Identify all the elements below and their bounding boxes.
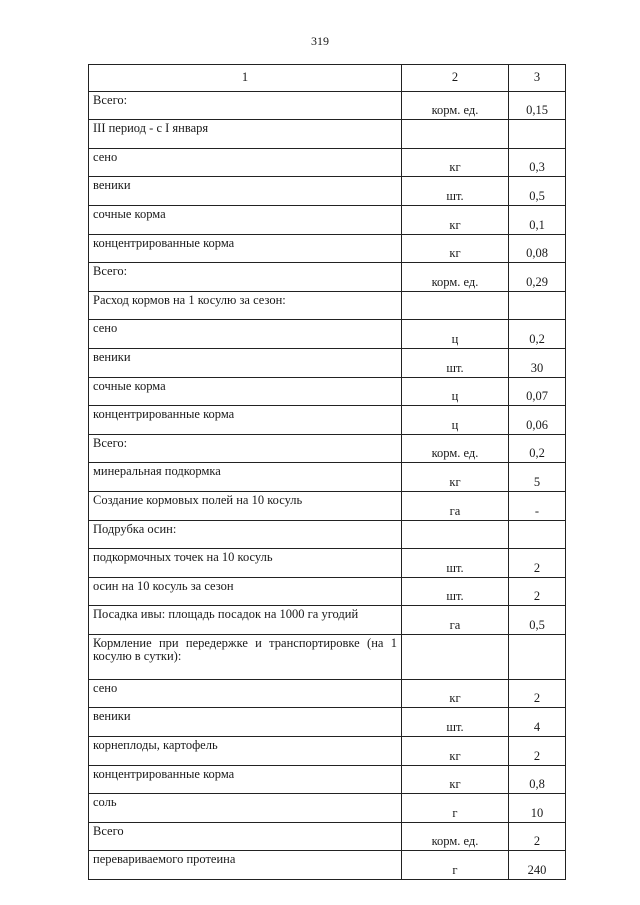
row-name: Посадка ивы: площадь посадок на 1000 га угодий bbox=[89, 606, 402, 635]
row-unit: кг bbox=[402, 148, 509, 177]
row-unit: шт. bbox=[402, 708, 509, 737]
row-name: Расход кормов на 1 косулю за сезон: bbox=[89, 291, 402, 320]
row-value: 0,5 bbox=[509, 606, 566, 635]
row-name: концентрированные корма bbox=[89, 234, 402, 263]
row-value: 0,07 bbox=[509, 377, 566, 406]
row-unit: корм. ед. bbox=[402, 822, 509, 851]
row-unit: кг bbox=[402, 205, 509, 234]
row-unit: ц bbox=[402, 377, 509, 406]
row-value: 10 bbox=[509, 794, 566, 823]
table-row bbox=[89, 794, 566, 823]
table-row bbox=[89, 765, 566, 794]
row-unit: шт. bbox=[402, 577, 509, 606]
row-unit: кг bbox=[402, 765, 509, 794]
table-row bbox=[89, 263, 566, 292]
table-row bbox=[89, 91, 566, 120]
row-unit bbox=[402, 634, 509, 679]
row-value bbox=[509, 634, 566, 679]
row-name: сено bbox=[89, 679, 402, 708]
row-name: концентрированные корма bbox=[89, 406, 402, 435]
row-value: 2 bbox=[509, 822, 566, 851]
table-row bbox=[89, 634, 566, 679]
table-row bbox=[89, 737, 566, 766]
feed-table bbox=[88, 64, 566, 880]
row-unit: г bbox=[402, 794, 509, 823]
row-value: 4 bbox=[509, 708, 566, 737]
row-unit: кг bbox=[402, 679, 509, 708]
row-value: 0,15 bbox=[509, 91, 566, 120]
row-unit: ц bbox=[402, 406, 509, 435]
row-name: веники bbox=[89, 708, 402, 737]
row-name: перевариваемого протеина bbox=[89, 851, 402, 880]
row-unit bbox=[402, 120, 509, 149]
table-row bbox=[89, 549, 566, 578]
row-unit: корм. ед. bbox=[402, 263, 509, 292]
row-name: Подрубка осин: bbox=[89, 520, 402, 549]
table-row bbox=[89, 463, 566, 492]
table-row bbox=[89, 708, 566, 737]
row-value: - bbox=[509, 491, 566, 520]
table-row bbox=[89, 520, 566, 549]
row-name: Всего: bbox=[89, 91, 402, 120]
table-row bbox=[89, 434, 566, 463]
row-value: 0,1 bbox=[509, 205, 566, 234]
header-col-3: 3 bbox=[509, 65, 566, 92]
table-row bbox=[89, 320, 566, 349]
row-unit: га bbox=[402, 491, 509, 520]
row-name: III период - с I января bbox=[89, 120, 402, 149]
row-name: Кормление при передержке и транспортировке (на 1 косулю в сутки): bbox=[89, 634, 402, 679]
row-unit bbox=[402, 291, 509, 320]
row-value: 2 bbox=[509, 737, 566, 766]
table-row bbox=[89, 205, 566, 234]
row-value bbox=[509, 291, 566, 320]
row-unit: корм. ед. bbox=[402, 434, 509, 463]
table-row bbox=[89, 679, 566, 708]
row-value: 0,5 bbox=[509, 177, 566, 206]
row-value bbox=[509, 520, 566, 549]
table-row bbox=[89, 406, 566, 435]
row-value: 5 bbox=[509, 463, 566, 492]
row-name: подкормочных точек на 10 косуль bbox=[89, 549, 402, 578]
row-value: 0,2 bbox=[509, 434, 566, 463]
header-col-2: 2 bbox=[402, 65, 509, 92]
row-name: сено bbox=[89, 320, 402, 349]
row-value: 2 bbox=[509, 679, 566, 708]
row-name: соль bbox=[89, 794, 402, 823]
table-row bbox=[89, 234, 566, 263]
table-row bbox=[89, 291, 566, 320]
row-name: корнеплоды, картофель bbox=[89, 737, 402, 766]
table-header-row bbox=[89, 65, 566, 92]
table-row bbox=[89, 577, 566, 606]
row-name: Всего bbox=[89, 822, 402, 851]
row-name: веники bbox=[89, 348, 402, 377]
table-row bbox=[89, 606, 566, 635]
row-name: сочные корма bbox=[89, 205, 402, 234]
row-name: концентрированные корма bbox=[89, 765, 402, 794]
row-name: Всего: bbox=[89, 263, 402, 292]
row-unit: кг bbox=[402, 737, 509, 766]
row-value: 0,3 bbox=[509, 148, 566, 177]
row-value bbox=[509, 120, 566, 149]
row-name: веники bbox=[89, 177, 402, 206]
row-value: 0,29 bbox=[509, 263, 566, 292]
row-name: минеральная подкормка bbox=[89, 463, 402, 492]
row-unit: шт. bbox=[402, 177, 509, 206]
table-row bbox=[89, 377, 566, 406]
row-unit: кг bbox=[402, 463, 509, 492]
table-row bbox=[89, 851, 566, 880]
row-value: 30 bbox=[509, 348, 566, 377]
row-unit: г bbox=[402, 851, 509, 880]
row-value: 2 bbox=[509, 549, 566, 578]
header-col-1: 1 bbox=[89, 65, 402, 92]
table-row bbox=[89, 491, 566, 520]
row-value: 0,06 bbox=[509, 406, 566, 435]
table-row bbox=[89, 822, 566, 851]
row-unit: шт. bbox=[402, 549, 509, 578]
row-value: 240 bbox=[509, 851, 566, 880]
row-unit: га bbox=[402, 606, 509, 635]
row-name: сочные корма bbox=[89, 377, 402, 406]
table-row bbox=[89, 348, 566, 377]
row-unit: кг bbox=[402, 234, 509, 263]
feed-table-body bbox=[89, 65, 566, 880]
table-row bbox=[89, 120, 566, 149]
row-unit bbox=[402, 520, 509, 549]
row-unit: шт. bbox=[402, 348, 509, 377]
table-row bbox=[89, 148, 566, 177]
row-unit: ц bbox=[402, 320, 509, 349]
row-unit: корм. ед. bbox=[402, 91, 509, 120]
row-name: Создание кормовых полей на 10 косуль bbox=[89, 491, 402, 520]
table-row bbox=[89, 177, 566, 206]
row-name: осин на 10 косуль за сезон bbox=[89, 577, 402, 606]
row-value: 2 bbox=[509, 577, 566, 606]
row-value: 0,8 bbox=[509, 765, 566, 794]
row-name: сено bbox=[89, 148, 402, 177]
row-value: 0,08 bbox=[509, 234, 566, 263]
row-name: Всего: bbox=[89, 434, 402, 463]
page-number: 319 bbox=[311, 34, 329, 48]
row-value: 0,2 bbox=[509, 320, 566, 349]
